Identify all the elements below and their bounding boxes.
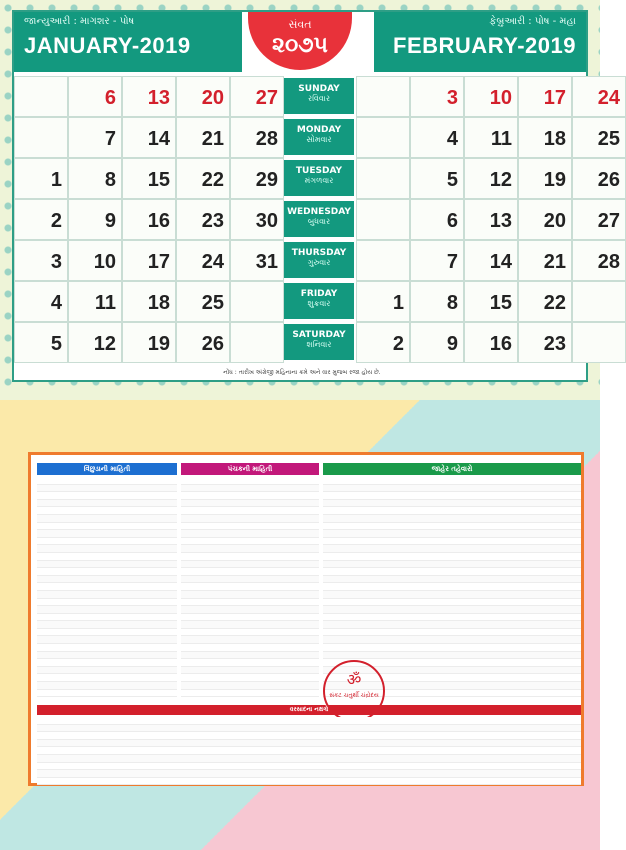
date-cell <box>572 158 626 199</box>
january-title: JANUARY-2019 <box>24 33 191 58</box>
date-cell <box>518 76 572 117</box>
date-number: 20 <box>543 210 566 232</box>
table-row <box>37 674 177 682</box>
date-number: 3 <box>446 87 458 109</box>
date-number: 24 <box>597 87 620 109</box>
date-number: 13 <box>489 210 512 232</box>
table-row <box>37 755 581 763</box>
date-cell <box>572 281 626 322</box>
date-number: 24 <box>201 251 224 273</box>
table-row <box>181 576 319 584</box>
date-cell <box>230 240 284 281</box>
date-cell <box>230 117 284 158</box>
date-number: 21 <box>201 128 224 150</box>
table-row <box>37 545 177 553</box>
date-cell <box>410 117 464 158</box>
table-row <box>37 614 177 622</box>
table-row <box>37 732 581 740</box>
panchak-table <box>181 477 319 697</box>
date-number: 28 <box>255 128 278 150</box>
table-row <box>323 621 581 629</box>
table-row <box>181 614 319 622</box>
date-cell <box>14 158 68 199</box>
date-cell <box>230 76 284 117</box>
date-cell <box>518 117 572 158</box>
date-cell <box>14 240 68 281</box>
table-row <box>181 561 319 569</box>
date-number: 25 <box>201 292 224 314</box>
january-gujarati-month: જાન્યુઆરી : માગશર - પોષ <box>24 16 135 27</box>
date-number: 5 <box>446 169 458 191</box>
table-row <box>323 545 581 553</box>
calendar-back-section <box>0 400 600 850</box>
date-cell <box>356 240 410 281</box>
date-cell <box>572 76 626 117</box>
weekday-en: THURSDAY <box>291 248 347 258</box>
weekday-en: MONDAY <box>296 125 342 135</box>
date-cell <box>518 199 572 240</box>
table-row <box>181 583 319 591</box>
table-row <box>181 621 319 629</box>
weekday-en: SUNDAY <box>298 84 340 94</box>
panchak-heading: પંચકની માહિતી <box>181 463 319 475</box>
date-number: 10 <box>489 87 512 109</box>
january-header <box>14 12 242 72</box>
date-cell <box>464 281 518 322</box>
february-gujarati-month: ફેબ્રુઆરી : પોષ - મહા <box>489 16 576 27</box>
calendar-top-section <box>0 0 620 400</box>
weekday-en: SATURDAY <box>292 330 346 340</box>
table-row <box>181 477 319 485</box>
table-row <box>37 477 177 485</box>
table-row <box>181 591 319 599</box>
table-row <box>181 690 319 698</box>
table-row <box>37 538 177 546</box>
table-row <box>37 583 177 591</box>
table-row <box>37 629 177 637</box>
table-row <box>37 747 581 755</box>
table-row <box>181 545 319 553</box>
date-cell <box>68 322 122 363</box>
date-number: 20 <box>201 87 224 109</box>
date-cell <box>68 240 122 281</box>
table-row <box>37 682 177 690</box>
tahevar-heading: જાહેર તહેવારો <box>323 463 581 475</box>
date-number: 23 <box>201 210 224 232</box>
weekday-gu: રવિવાર <box>307 94 330 103</box>
date-cell <box>122 117 176 158</box>
table-row <box>323 606 581 614</box>
table-row <box>181 568 319 576</box>
date-number: 14 <box>147 128 170 150</box>
date-number: 27 <box>597 210 620 232</box>
date-cell <box>68 158 122 199</box>
date-number: 28 <box>597 251 620 273</box>
date-cell <box>122 281 176 322</box>
table-row <box>37 515 177 523</box>
date-cell <box>176 117 230 158</box>
date-number: 7 <box>446 251 458 273</box>
table-row <box>323 576 581 584</box>
date-number: 29 <box>255 169 278 191</box>
table-row <box>37 568 177 576</box>
table-row <box>181 485 319 493</box>
date-number: 25 <box>597 128 620 150</box>
table-row <box>181 682 319 690</box>
date-cell <box>68 76 122 117</box>
weekday-friday <box>284 283 354 319</box>
logo-caption: સંકટ ચતુર્થી ચંદ્રોદય <box>329 692 379 699</box>
date-number: 4 <box>446 128 458 150</box>
calendar-note: નોંધ : તારીખ અંગ્રેજી મહિનાના ક્રમે અને વાર મુજબ રજા હોય છે. <box>223 369 381 376</box>
table-row <box>181 507 319 515</box>
date-number: 8 <box>446 292 458 314</box>
weekday-wednesday <box>284 201 354 237</box>
table-row <box>323 530 581 538</box>
info-card <box>28 452 584 786</box>
date-number: 17 <box>543 87 566 109</box>
table-row <box>323 614 581 622</box>
date-cell <box>572 199 626 240</box>
vinchudo-table <box>37 477 177 697</box>
table-row <box>323 500 581 508</box>
date-cell <box>122 199 176 240</box>
date-cell <box>14 281 68 322</box>
february-title: FEBRUARY-2019 <box>393 33 576 58</box>
table-row <box>181 606 319 614</box>
weekday-en: TUESDAY <box>295 166 343 176</box>
date-cell <box>356 199 410 240</box>
date-number: 9 <box>446 333 458 355</box>
date-cell <box>68 281 122 322</box>
samvat-badge <box>248 12 352 70</box>
weekday-gu: શુક્રવાર <box>307 299 331 308</box>
vinchudo-heading: વિંછુડાની માહિતી <box>37 463 177 475</box>
date-number: 6 <box>104 87 116 109</box>
date-cell <box>464 240 518 281</box>
date-number: 4 <box>50 292 62 314</box>
table-row <box>37 644 177 652</box>
table-row <box>181 599 319 607</box>
table-row <box>37 606 177 614</box>
date-cell <box>14 322 68 363</box>
date-number: 3 <box>50 251 62 273</box>
date-number: 1 <box>50 169 62 191</box>
date-cell <box>176 322 230 363</box>
date-number: 22 <box>543 292 566 314</box>
date-number: 26 <box>597 169 620 191</box>
date-cell <box>464 158 518 199</box>
date-number: 26 <box>201 333 224 355</box>
date-cell <box>410 158 464 199</box>
date-cell <box>410 199 464 240</box>
date-number: 13 <box>147 87 170 109</box>
table-row <box>181 667 319 675</box>
date-cell <box>464 76 518 117</box>
date-number: 16 <box>147 210 170 232</box>
date-cell <box>464 199 518 240</box>
table-row <box>323 553 581 561</box>
date-cell <box>518 240 572 281</box>
table-row <box>37 659 177 667</box>
date-number: 18 <box>147 292 170 314</box>
date-number: 27 <box>255 87 278 109</box>
table-row <box>181 538 319 546</box>
date-number: 22 <box>201 169 224 191</box>
table-row <box>323 599 581 607</box>
date-cell <box>122 322 176 363</box>
table-row <box>37 507 177 515</box>
table-row <box>323 477 581 485</box>
weekday-thursday <box>284 242 354 278</box>
date-cell <box>230 322 284 363</box>
date-cell <box>176 76 230 117</box>
table-row <box>37 576 177 584</box>
date-cell <box>356 281 410 322</box>
date-number: 12 <box>489 169 512 191</box>
date-number: 15 <box>489 292 512 314</box>
table-row <box>323 652 581 660</box>
weekday-en: WEDNESDAY <box>287 207 351 217</box>
table-row <box>181 629 319 637</box>
table-row <box>37 492 177 500</box>
date-cell <box>14 199 68 240</box>
date-cell <box>176 158 230 199</box>
date-cell <box>122 76 176 117</box>
february-grid <box>356 76 626 363</box>
date-cell <box>518 158 572 199</box>
weekday-en: FRIDAY <box>300 289 338 299</box>
samvat-label: સંવત <box>288 18 312 31</box>
date-cell <box>356 322 410 363</box>
weekday-gu: સોમવાર <box>306 135 332 144</box>
date-cell <box>176 281 230 322</box>
table-row <box>37 717 581 725</box>
date-cell <box>68 199 122 240</box>
table-row <box>181 644 319 652</box>
date-cell <box>356 76 410 117</box>
date-cell <box>572 117 626 158</box>
table-row <box>181 523 319 531</box>
weekday-gu: શનિવાર <box>306 340 332 349</box>
table-row <box>37 770 581 778</box>
table-row <box>323 492 581 500</box>
date-number: 1 <box>392 292 404 314</box>
date-number: 19 <box>147 333 170 355</box>
table-row <box>37 500 177 508</box>
date-number: 12 <box>93 333 116 355</box>
date-number: 17 <box>147 251 170 273</box>
table-row <box>37 621 177 629</box>
date-number: 16 <box>489 333 512 355</box>
date-number: 7 <box>104 128 116 150</box>
calendar-sheet <box>12 10 620 382</box>
date-number: 15 <box>147 169 170 191</box>
table-row <box>323 568 581 576</box>
date-cell <box>230 281 284 322</box>
table-row <box>37 530 177 538</box>
table-row <box>323 507 581 515</box>
varsad-table <box>37 717 581 785</box>
ganesh-icon: ॐ <box>346 670 362 689</box>
date-cell <box>464 117 518 158</box>
date-cell <box>410 281 464 322</box>
date-number: 21 <box>543 251 566 273</box>
table-row <box>37 778 581 786</box>
date-number: 23 <box>543 333 566 355</box>
date-number: 2 <box>392 333 404 355</box>
date-cell <box>68 117 122 158</box>
table-row <box>181 636 319 644</box>
weekday-saturday <box>284 324 354 360</box>
date-cell <box>518 322 572 363</box>
date-number: 11 <box>94 292 116 314</box>
table-row <box>37 725 581 733</box>
table-row <box>37 667 177 675</box>
date-number: 10 <box>93 251 116 273</box>
table-row <box>37 523 177 531</box>
date-cell <box>230 199 284 240</box>
date-cell <box>572 322 626 363</box>
varsad-heading: વરસાદના નક્ષત્રો <box>37 705 581 715</box>
table-row <box>323 485 581 493</box>
date-cell <box>176 199 230 240</box>
weekday-gu: મંગળવાર <box>304 176 334 185</box>
date-cell <box>14 76 68 117</box>
weekday-tuesday <box>284 160 354 196</box>
table-row <box>323 629 581 637</box>
date-cell <box>122 158 176 199</box>
table-row <box>181 492 319 500</box>
table-row <box>37 599 177 607</box>
table-row <box>323 644 581 652</box>
date-cell <box>176 240 230 281</box>
date-number: 31 <box>255 251 278 273</box>
date-cell <box>230 158 284 199</box>
date-number: 11 <box>490 128 512 150</box>
date-cell <box>410 322 464 363</box>
date-cell <box>356 117 410 158</box>
date-number: 8 <box>104 169 116 191</box>
table-row <box>181 553 319 561</box>
weekday-gu: બુધવાર <box>307 217 331 226</box>
table-row <box>181 674 319 682</box>
table-row <box>37 591 177 599</box>
table-row <box>323 538 581 546</box>
table-row <box>323 523 581 531</box>
date-cell <box>410 76 464 117</box>
table-row <box>181 659 319 667</box>
table-row <box>37 485 177 493</box>
table-row <box>37 652 177 660</box>
table-row <box>323 515 581 523</box>
samvat-year: ૨૦૭૫ <box>272 32 328 58</box>
january-grid <box>14 76 284 363</box>
table-row <box>323 636 581 644</box>
date-number: 5 <box>50 333 62 355</box>
table-row <box>37 690 177 698</box>
date-number: 6 <box>446 210 458 232</box>
date-cell <box>14 117 68 158</box>
weekday-monday <box>284 119 354 155</box>
date-cell <box>518 281 572 322</box>
date-cell <box>410 240 464 281</box>
table-row <box>181 530 319 538</box>
table-row <box>37 636 177 644</box>
date-number: 14 <box>489 251 512 273</box>
table-row <box>181 652 319 660</box>
table-row <box>37 740 581 748</box>
table-row <box>181 515 319 523</box>
date-cell <box>572 240 626 281</box>
table-row <box>323 583 581 591</box>
weekday-gu: ગુરુવાર <box>307 258 331 267</box>
date-cell <box>122 240 176 281</box>
weekday-sunday <box>284 78 354 114</box>
table-row <box>37 763 581 771</box>
date-cell <box>464 322 518 363</box>
date-number: 18 <box>543 128 566 150</box>
table-row <box>323 591 581 599</box>
table-row <box>323 561 581 569</box>
table-row <box>37 553 177 561</box>
table-row <box>37 561 177 569</box>
date-number: 19 <box>543 169 566 191</box>
date-cell <box>356 158 410 199</box>
date-number: 9 <box>104 210 116 232</box>
date-number: 30 <box>255 210 278 232</box>
table-row <box>181 500 319 508</box>
february-header <box>374 12 586 72</box>
date-number: 2 <box>50 210 62 232</box>
